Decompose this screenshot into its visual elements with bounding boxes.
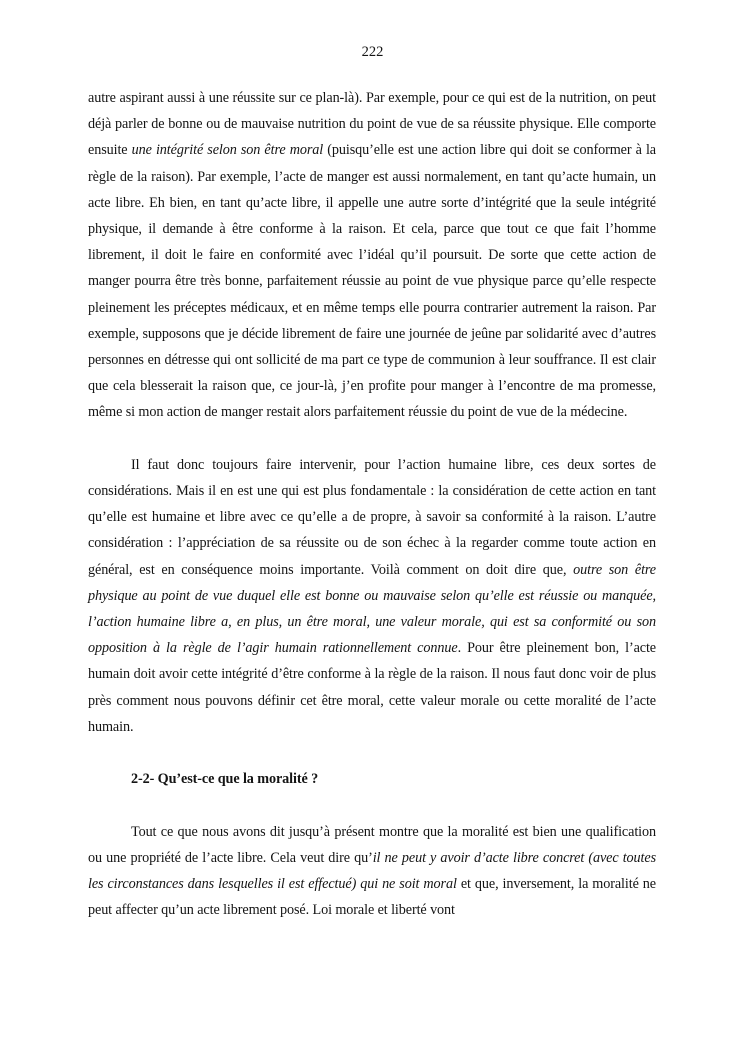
paragraph-text: (puisqu’elle est une action libre qui doit se conformer à la règle de la raison). Par exemple, l’acte de manger est aussi normalement, en tant qu’acte humain, un acte libre. Eh bien, en tant qu’acte libre, il appelle une autre sorte d’intégrité que la seule intégrité physique, il demande à être conforme à la raison. Et cela, parce que tout ce que fait l’homme librement, il doit le faire en conformité avec l’idéal qu’il poursuit. De sorte que cette action de manger pourra être très bonne, parfaitement réussie au point de vue physique parce qu’elle respecte pleinement les préceptes médicaux, et en même temps elle pourra contrarier autrement la raison. Par exemple, supposons que je décide librement de faire une journée de jeûne par solidarité avec d’autres personnes en détresse qui ont sollicité de ma part ce type de communion à leur souffrance. Il est clair que cela blesserait la raison que, ce jour-là, j’en profite pour manger à l’encontre de ma promesse, même si mon action de manger restait alors parfaitement réussie du point de vue de la médecine. xyxy=(88,142,657,421)
italic-emphasis: outre son être physique au point de vue duquel elle est bonne ou mauvaise selon qu’elle est réussie ou manquée, l’action humaine libre a, en plus, un être moral, une valeur morale, qui est sa conformité ou son opposition à la règle de l’agir humain rationnellement connue xyxy=(88,561,657,657)
page-number: 222 xyxy=(361,44,384,60)
paragraph-text: Il faut donc toujours faire intervenir, pour l’action humaine libre, ces deux sortes de considérations. Mais il en est une qui est plus fondamentale : la considération de cette action en tant qu’elle est humaine et libre avec ce qu’elle a de propre, à savoir sa conformité à la raison. L’autre considération : l’appréciation de sa réussite ou de son échec à la regarder comme toute action en général, est en conséquence moins importante. Voilà comment on doit dire que, xyxy=(88,456,656,578)
section-heading: 2-2- Qu’est-ce que la moralité ? xyxy=(131,771,319,788)
paragraph-continuation xyxy=(88,85,656,426)
paragraph-text: . Pour être pleinement bon, l’acte humain doit avoir cette intégrité d’être conforme à la règle de la raison. Il nous faut donc voir de plus près comment nous pouvons définir cet être moral, cette valeur morale ou cette moralité de l’acte humain. xyxy=(88,640,656,735)
paragraph-two-considerations xyxy=(88,452,656,740)
paragraph-text: autre aspirant aussi à une réussite sur ce plan-là). Par exemple, pour ce qui est de la nutrition, on peut déjà parler de bonne ou de mauvaise nutrition du point de vue de sa réussite physique. Elle comporte ensuite xyxy=(88,90,656,159)
paragraph-morality xyxy=(88,819,656,924)
paragraph-text: et que, inversement, la moralité ne peut affecter qu’un acte librement posé. Loi morale et liberté vont xyxy=(88,876,656,919)
page-body xyxy=(88,85,656,923)
italic-emphasis: il ne peut y avoir d’acte libre concret (avec toutes les circonstances dans lesquelles il est effectué) qui ne soit moral xyxy=(88,849,656,893)
italic-emphasis: une intégrité selon son être moral xyxy=(131,142,324,159)
paragraph-text: Tout ce que nous avons dit jusqu’à présent montre que la moralité est bien une qualification ou une propriété de l’acte libre. Cela veut dire qu’ xyxy=(88,823,656,866)
